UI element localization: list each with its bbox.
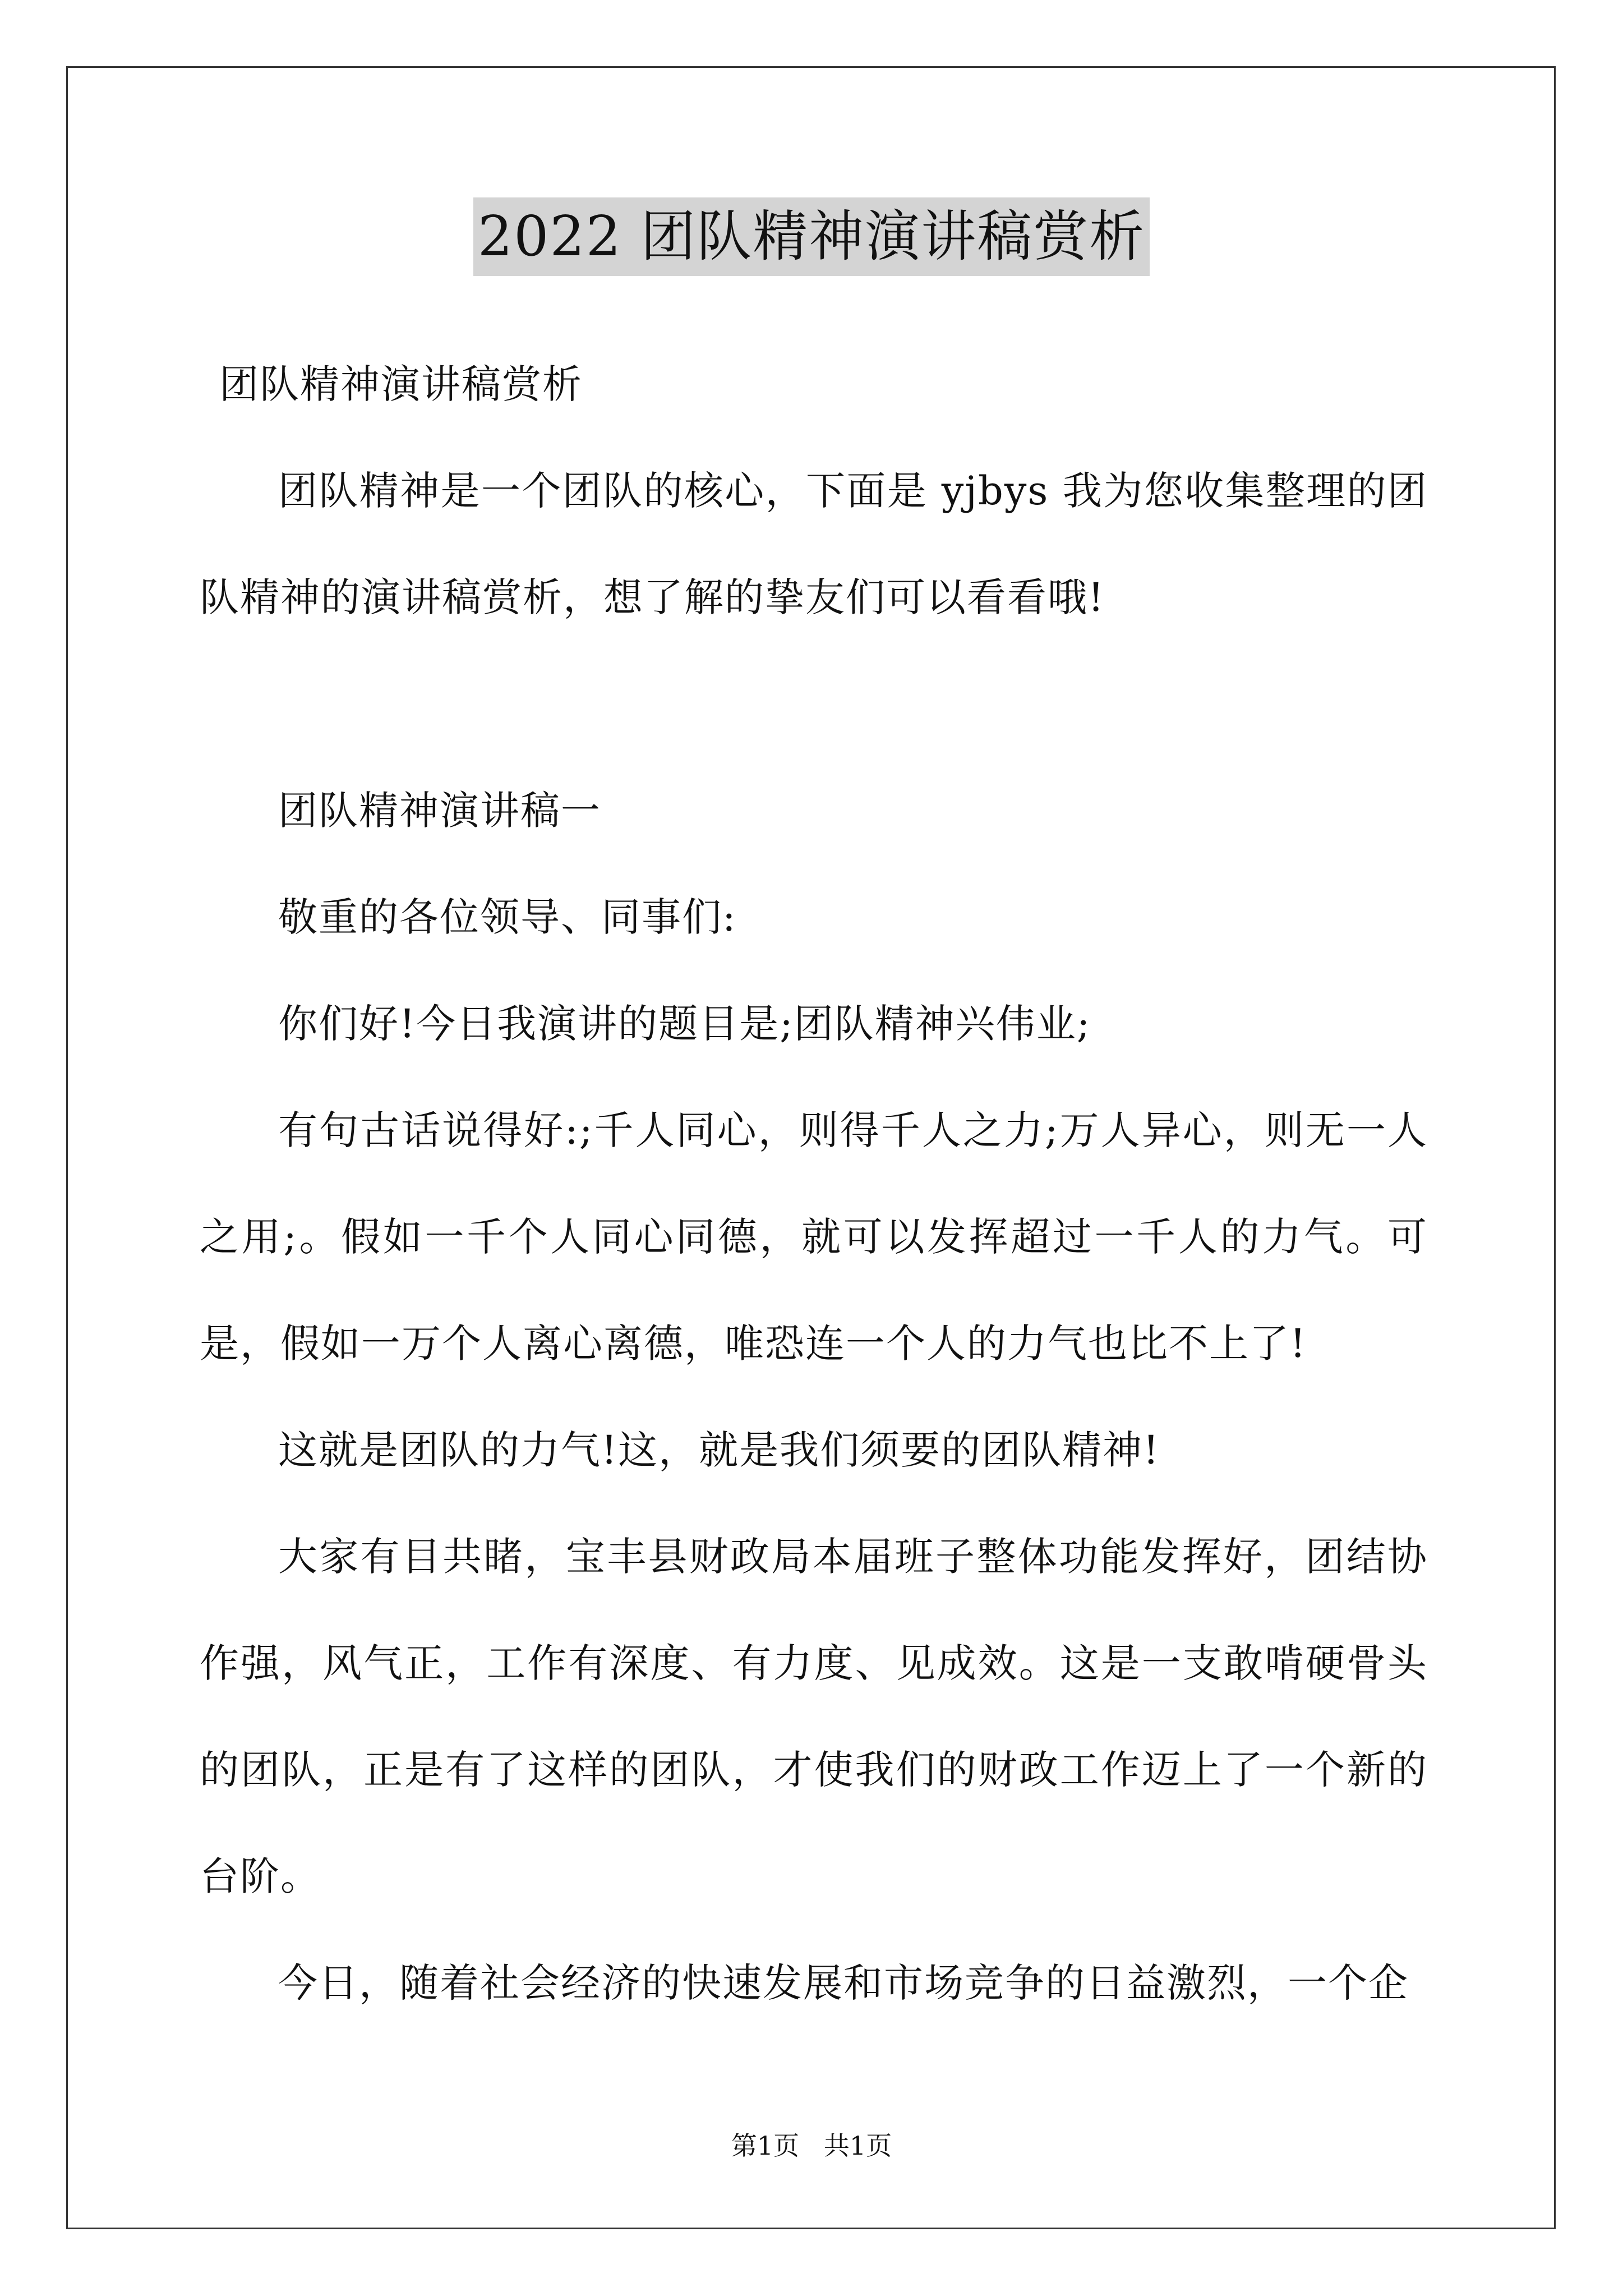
document-title: 2022 团队精神演讲稿赏析: [473, 197, 1150, 276]
document-body: [200, 331, 1428, 2036]
body-paragraph: 有句古话说得好:;千人同心，则得千人之力;万人异心，则无一人之用;。假如一千个人同心同德，就可以发挥超过一千人的力气。可是，假如一万个人离心离德，唯恐连一个人的力气也比不上了!: [200, 1107, 1428, 1366]
body-paragraph: 这就是团队的力气!这，就是我们须要的团队精神!: [278, 1427, 1160, 1473]
intro-paragraph: 团队精神是一个团队的核心，下面是 yjbys 我为您收集整理的团队精神的演讲稿赏析，想了解的挚友们可以看看哦!: [200, 468, 1428, 620]
title-container: [0, 197, 1623, 276]
salutation: 敬重的各位领导、同事们:: [278, 894, 737, 940]
page-footer: 第1页 共1页: [731, 2131, 892, 2161]
subtitle-paragraph: 团队精神演讲稿赏析: [219, 361, 583, 407]
body-paragraph: 大家有目共睹，宝丰县财政局本届班子整体功能发挥好，团结协作强，风气正，工作有深度、有力度、见成效。这是一支敢啃硬骨头的团队，正是有了这样的团队，才使我们的财政工作迈上了一个新的台阶。: [200, 1534, 1428, 1899]
body-paragraph: 你们好!今日我演讲的题目是;团队精神兴伟业;: [278, 1001, 1091, 1047]
speech-heading: 团队精神演讲稿一: [278, 788, 601, 834]
body-paragraph: 今日，随着社会经济的快速发展和市场竞争的日益激烈，一个企: [278, 1960, 1409, 2006]
